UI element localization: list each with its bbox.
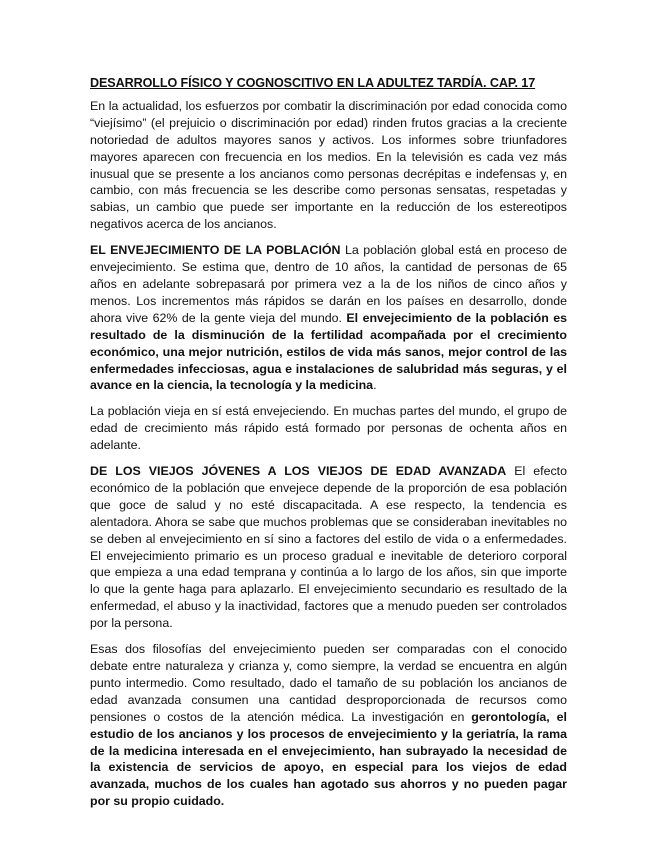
paragraph-young-old bbox=[90, 463, 567, 632]
paragraph-philosophies-text: Esas dos filosofías del envejecimiento pueden ser comparadas con el conocido debate entre naturaleza y crianza y, como siempre, la verdad se encuentra en algún punto intermedio. Como resultado, dado el tamaño de su población los ancianos de edad avanzada consumen una cantidad desproporcionada de recursos como pensiones o costos de la atención médica. La investigación en bbox=[90, 642, 567, 724]
section-heading-population: EL ENVEJECIMIENTO DE LA POBLACIÓN bbox=[90, 243, 341, 258]
paragraph-philosophies-bold: gerontología, el estudio de los ancianos y los procesos de envejecimiento y la geriatría, la rama de la medicina interesada en el envejecimiento, han subrayado la necesidad de la existencia de servicios de apoyo, en especial para los viejos de edad avanzada, muchos de los cuales han agotado sus ahorros y no pueden pagar por su propio cuidado. bbox=[90, 709, 567, 809]
paragraph-old-population-text: La población vieja en sí está envejeciendo. En muchas partes del mundo, el grupo de edad de crecimiento más rápido está formado por personas de ochenta años en adelante. bbox=[90, 404, 567, 453]
document-title: DESARROLLO FÍSICO Y COGNOSCITIVO EN LA ADULTEZ TARDÍA. CAP. 17 bbox=[90, 76, 536, 90]
paragraph-population-aging bbox=[90, 242, 567, 394]
document-page bbox=[90, 75, 567, 819]
paragraph-young-old-text: El efecto económico de la población que envejece depende de la proporción de esa población que goce de salud y no esté discapacitada. A ese respecto, la tendencia es alentadora. Ahora se sabe que muchos problemas que se consideraban inevitables no se deben al envejecimiento en sí sino a factores del estilo de vida o a enfermedades. El envejecimiento primario es un proceso gradual e inevitable de deterioro corporal que empieza a una edad temprana y continúa a lo largo de los años, sin que importe lo que la gente haga para aplazarlo. El envejecimiento secundario es resultado de la enfermedad, el abuso y la inactividad, factores que a menudo pueden ser controlados por la persona. bbox=[90, 464, 568, 631]
section-heading-young-old: DE LOS VIEJOS JÓVENES A LOS VIEJOS DE EDAD AVANZADA bbox=[90, 464, 507, 479]
paragraph-philosophies bbox=[90, 641, 567, 810]
paragraph-old-population bbox=[90, 403, 567, 454]
paragraph-population-text: La población global está en proceso de envejecimiento. Se estima que, dentro de 10 años, la cantidad de personas de 65 años en adelante sobrepasará por primera vez a la de los niños de cinco años y menos. Los incrementos más rápidos se darán en los países en desarrollo, donde ahora vive 62% de la gente vieja del mundo. bbox=[90, 243, 567, 325]
paragraph-population-bold: El envejecimiento de la población es resultado de la disminución de la fertilidad acompañada por el crecimiento económico, una mejor nutrición, estilos de vida más sanos, mejor control de las enfermedades infecciosas, agua e instalaciones de salubridad más seguras, y el avance en la ciencia, la tecnología y la medicina bbox=[90, 310, 567, 393]
paragraph-intro-text: En la actualidad, los esfuerzos por combatir la discriminación por edad conocida como “viejísimo” (el prejuicio o discriminación por edad) rinden frutos gracias a la creciente notoriedad de adultos mayores sanos y activos. Los informes sobre triunfadores mayores aparecen con frecuencia en los medios. En la televisión es cada vez más inusual que se presente a los ancianos como personas decrépitas e indefensas y, en cambio, con más frecuencia se les describe como personas sensatas, respetadas y sabias, un cambio que puede ser importante en la reducción de los estereotipos negativos acerca de los ancianos. bbox=[90, 98, 567, 232]
paragraph-population-end: . bbox=[373, 378, 377, 393]
paragraph-intro bbox=[90, 98, 567, 233]
